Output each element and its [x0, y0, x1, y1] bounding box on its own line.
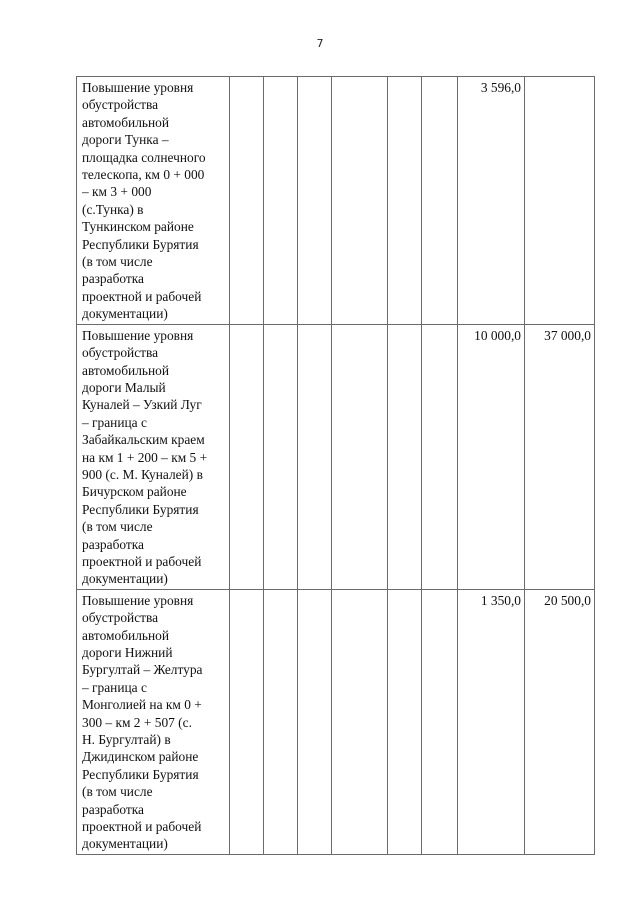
- empty-cell: [230, 589, 264, 854]
- empty-cell: [422, 77, 458, 325]
- description-line: (в том числе: [82, 784, 153, 800]
- table-row: [77, 77, 595, 325]
- description-line: Повышение уровня: [82, 327, 194, 343]
- empty-cell: [298, 77, 332, 325]
- empty-cell: [332, 77, 388, 325]
- empty-cell: [264, 324, 298, 589]
- description-line: разработка: [82, 536, 144, 552]
- description-line: Повышение уровня: [82, 80, 194, 95]
- description-line: (в том числе: [82, 254, 153, 270]
- empty-cell: [388, 589, 422, 854]
- description-line: проектной и рабочей: [82, 553, 202, 569]
- description-line: Куналей – Узкий Луг: [82, 397, 202, 413]
- empty-cell: [332, 589, 388, 854]
- empty-cell: [422, 324, 458, 589]
- project-description-cell: [77, 77, 230, 325]
- description-line: Забайкальским краем: [82, 432, 205, 448]
- description-line: разработка: [82, 801, 144, 817]
- description-line: телескопа, км 0 + 000: [82, 167, 205, 183]
- description-line: – граница с: [82, 414, 147, 430]
- description-line: дороги Тунка –: [82, 132, 169, 148]
- description-line: документации): [82, 306, 168, 322]
- budget-table: [76, 76, 595, 855]
- description-line: Н. Бургултай) в: [82, 732, 171, 748]
- description-line: Бичурском районе: [82, 484, 187, 500]
- description-line: разработка: [82, 271, 144, 287]
- description-line: Джидинском районе: [82, 749, 199, 765]
- description-line: Республики Бурятия: [82, 236, 199, 252]
- description-line: документации): [82, 571, 168, 587]
- description-line: – граница с: [82, 679, 147, 695]
- amount-cell: 3 596,0: [458, 77, 525, 325]
- amount-cell: 20 500,0: [525, 589, 595, 854]
- empty-cell: [422, 589, 458, 854]
- empty-cell: [264, 589, 298, 854]
- description-line: на км 1 + 200 – км 5 +: [82, 449, 208, 465]
- empty-cell: [332, 324, 388, 589]
- description-line: Республики Бурятия: [82, 501, 199, 517]
- description-line: дороги Малый: [82, 379, 166, 395]
- empty-cell: [388, 77, 422, 325]
- description-line: автомобильной: [82, 114, 170, 130]
- table-row: [77, 324, 595, 589]
- description-line: (в том числе: [82, 519, 153, 535]
- page-number: 7: [316, 37, 324, 50]
- description-line: 900 (с. М. Куналей) в: [82, 466, 203, 482]
- project-description-cell: [77, 589, 230, 854]
- amount-cell: 37 000,0: [525, 324, 595, 589]
- empty-cell: [298, 589, 332, 854]
- description-line: (с.Тунка) в: [82, 201, 144, 217]
- amount-cell: 10 000,0: [458, 324, 525, 589]
- project-description-cell: [77, 324, 230, 589]
- empty-cell: [230, 77, 264, 325]
- description-line: дороги Нижний: [82, 645, 173, 660]
- description-line: обустройства: [82, 97, 159, 113]
- description-line: Бургултай – Желтура: [82, 662, 203, 678]
- description-line: 300 – км 2 + 507 (с.: [82, 714, 192, 730]
- description-line: обустройства: [82, 610, 159, 626]
- description-line: проектной и рабочей: [82, 288, 202, 304]
- empty-cell: [230, 324, 264, 589]
- description-line: Повышение уровня: [82, 592, 194, 608]
- description-line: проектной и рабочей: [82, 819, 202, 835]
- description-line: обустройства: [82, 345, 159, 361]
- amount-cell: 1 350,0: [458, 589, 525, 854]
- description-line: – км 3 + 000: [82, 184, 152, 200]
- description-line: Монголией на км 0 +: [82, 697, 202, 713]
- description-line: автомобильной: [82, 362, 170, 378]
- description-line: автомобильной: [82, 627, 170, 643]
- description-line: документации): [82, 836, 168, 852]
- description-line: площадка солнечного: [82, 149, 206, 165]
- table-row: [77, 589, 595, 854]
- description-line: Тункинском районе: [82, 219, 194, 235]
- empty-cell: [388, 324, 422, 589]
- amount-cell: [525, 77, 595, 325]
- empty-cell: [264, 77, 298, 325]
- description-line: Республики Бурятия: [82, 766, 199, 782]
- empty-cell: [298, 324, 332, 589]
